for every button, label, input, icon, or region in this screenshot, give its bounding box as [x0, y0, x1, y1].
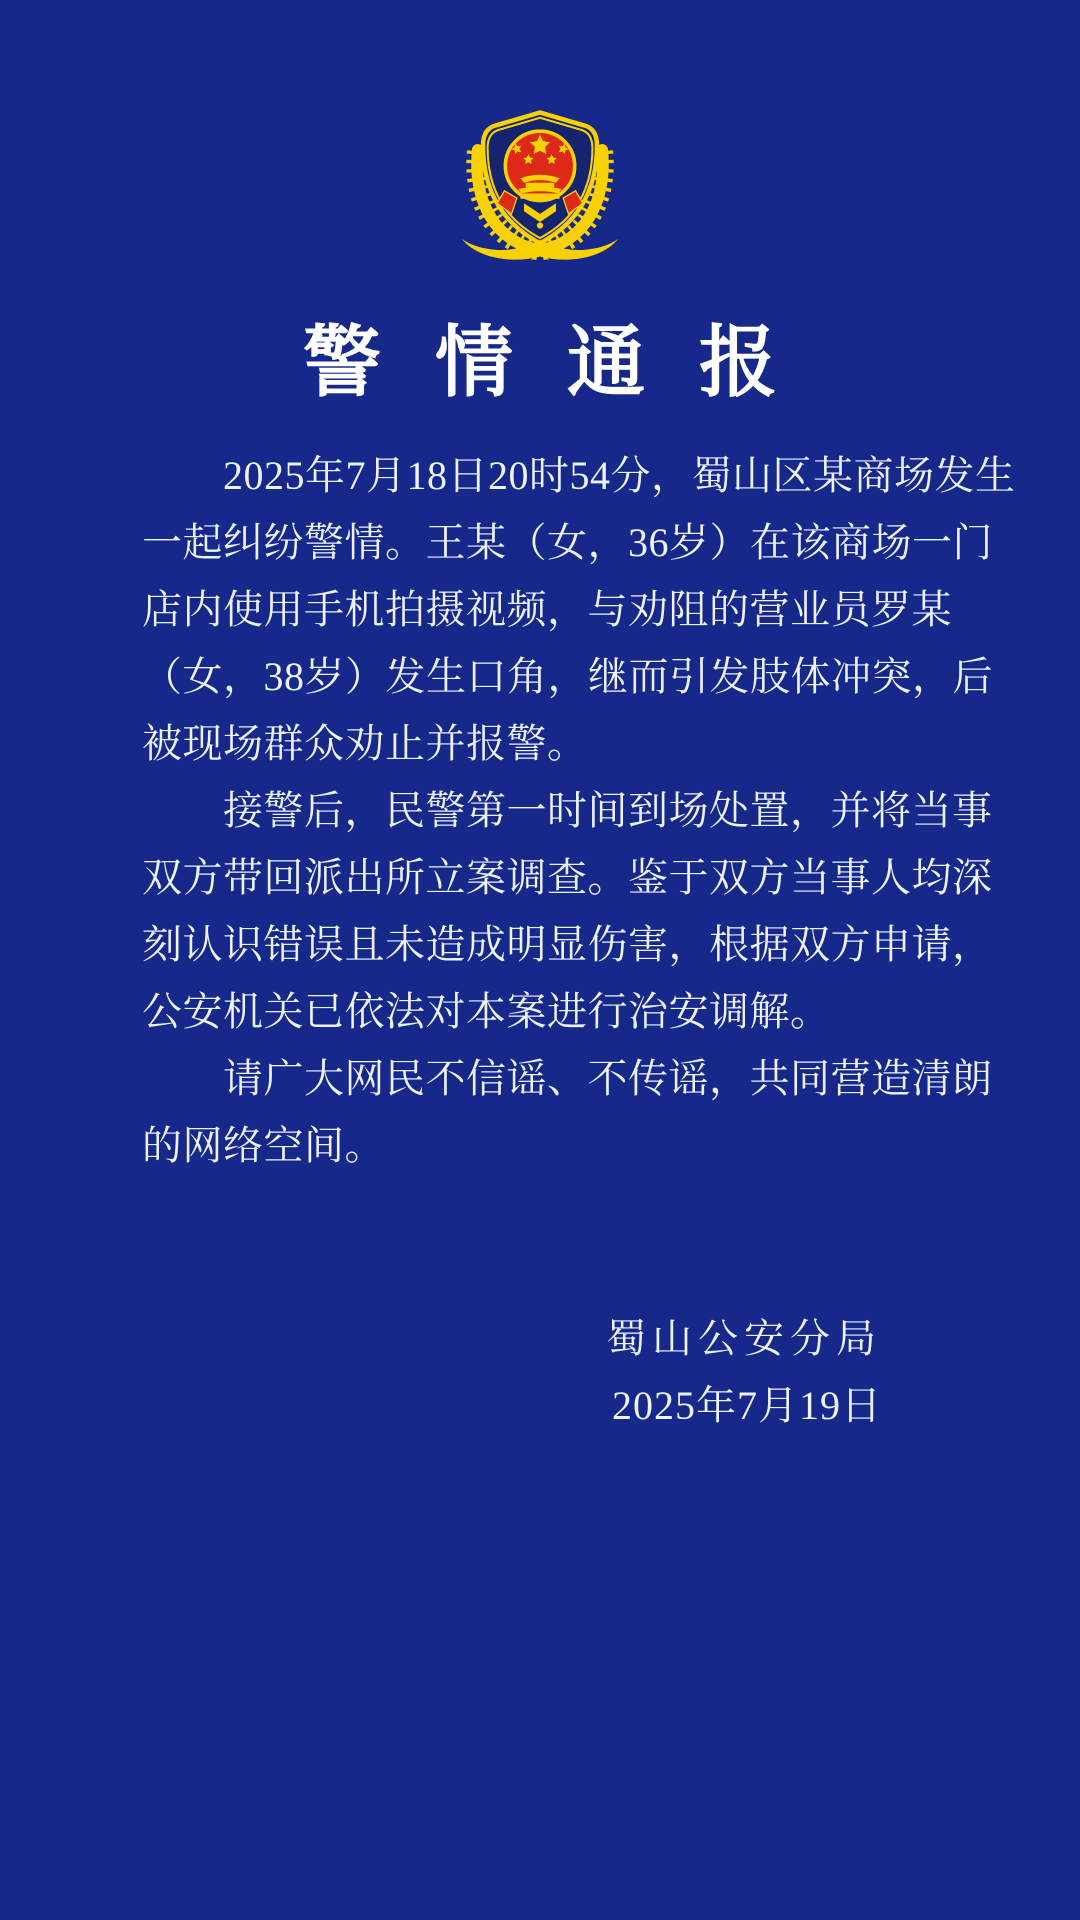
body-line: 一起纠纷警情。王某（女，36岁）在该商场一门 — [142, 520, 993, 565]
body-line: 店内使用手机拍摄视频，与劝阻的营业员罗某 — [142, 587, 952, 632]
body-line: 双方带回派出所立案调查。鉴于双方当事人均深 — [142, 855, 993, 900]
police-badge-emblem — [451, 97, 629, 265]
body-line: 被现场群众劝止并报警。 — [142, 721, 588, 766]
body-line: 接警后，民警第一时间到场处置，并将当事 — [142, 788, 993, 833]
notice-title: 警情通报 — [302, 319, 831, 406]
wreath-base — [462, 239, 619, 260]
body-line: （女，38岁）发生口角，继而引发肢体冲突，后 — [142, 654, 993, 699]
body-line: 刻认识错误且未造成明显伤害，根据双方申请， — [142, 922, 993, 967]
police-badge-icon — [451, 97, 629, 265]
body-line: 2025年7月18日20时54分，蜀山区某商场发生 — [142, 453, 1016, 498]
notice-body — [142, 442, 1016, 1179]
signature-block — [606, 1305, 882, 1439]
body-line: 的网络空间。 — [142, 1123, 385, 1168]
body-line: 公安机关已依法对本案进行治安调解。 — [142, 989, 831, 1034]
issuer-name: 蜀山公安分局 — [606, 1316, 882, 1361]
body-line: 请广大网民不信谣、不传谣，共同营造清朗 — [142, 1056, 993, 1101]
issue-date: 2025年7月19日 — [612, 1383, 882, 1428]
